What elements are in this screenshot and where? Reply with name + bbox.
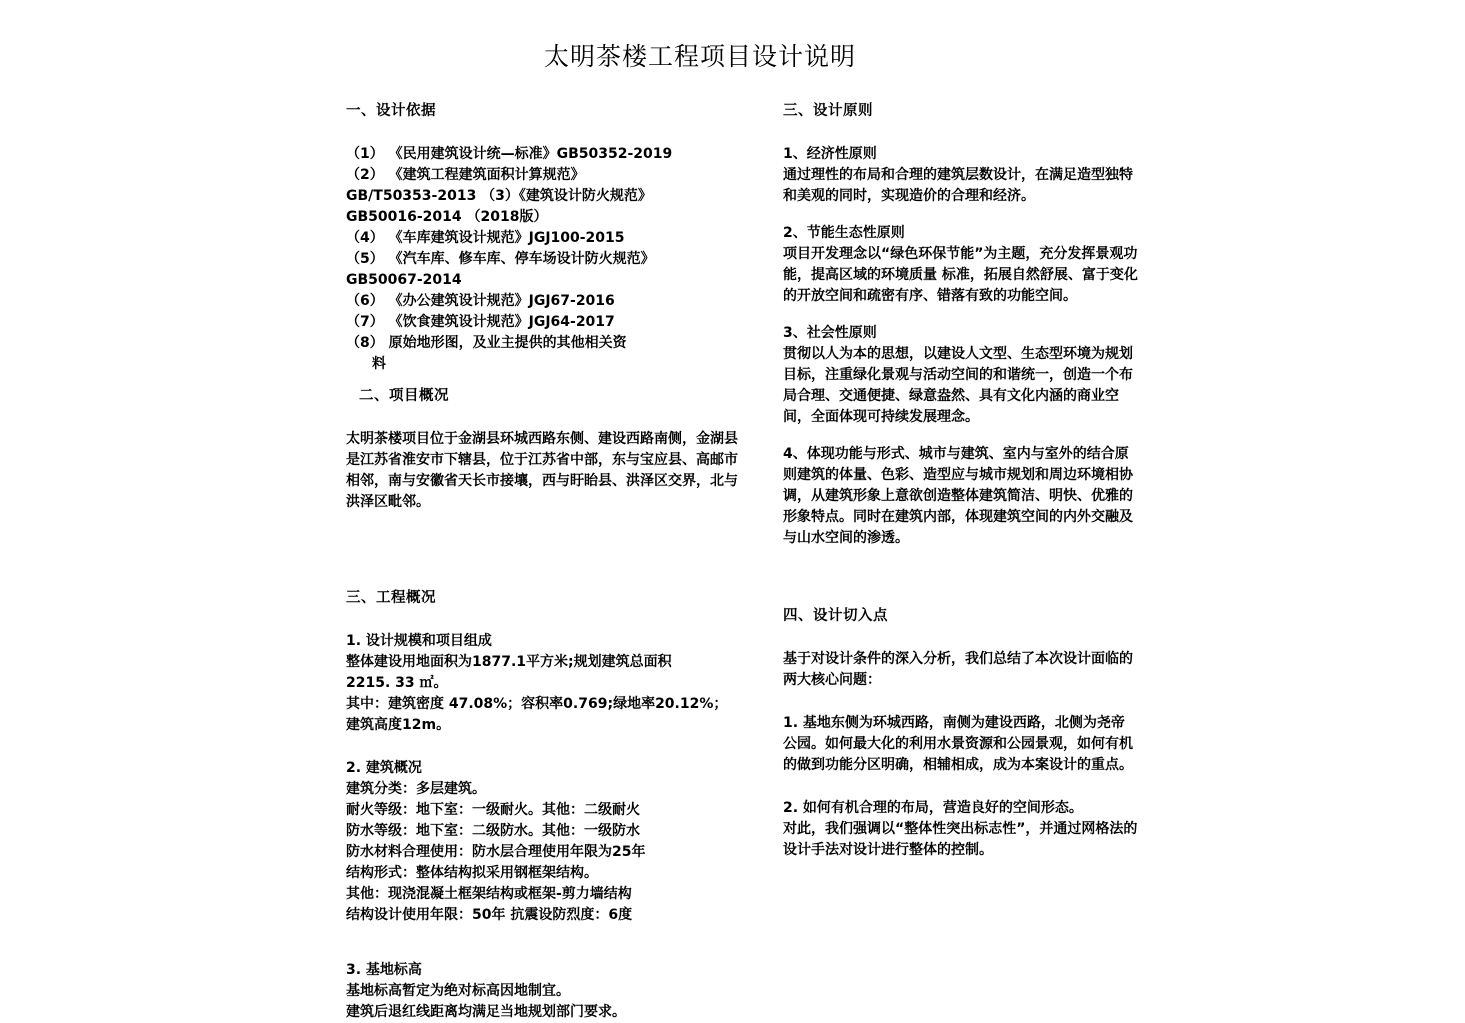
left-column: [346, 100, 746, 1023]
principle-body-form-function: 4、体现功能与形式、城市与建筑、室内与室外的结合原则建筑的体量、色彩、造型应与城市规划和周边环境相协调，从建筑形象上意欲创造整体建筑简洁、明快、优雅的形象特点。同时在建筑内部，体现建筑空间的内外交融及与山水空间的渗透。: [783, 446, 1133, 546]
spacer: [346, 926, 746, 960]
spacer: [346, 609, 746, 631]
site-elevation-line: 基地标高暂定为绝对标高因地制宜。: [346, 983, 570, 999]
section-heading-design-entry-point: 四、设计切入点: [783, 608, 888, 624]
list-item: （6） 《办公建筑设计规范》JGJ67-2016: [346, 293, 615, 309]
list-item: （7） 《饮食建筑设计规范》JGJ64-2017: [346, 314, 615, 330]
spacer: [783, 776, 1138, 798]
design-scale-line: 建筑高度12m。: [346, 717, 451, 733]
list-item: （1） 《民用建筑设计统—标准》GB50352-2019: [346, 146, 673, 162]
design-entry-intro: 基于对设计条件的深入分析，我们总结了本次设计面临的两大核心问题：: [783, 651, 1133, 688]
section-heading-engineering-overview: 三、工程概况: [346, 590, 436, 606]
building-overview-line: 其他：现浇混凝土框架结构或框架-剪力墙结构: [346, 886, 632, 902]
list-item: （4） 《车库建筑设计规范》JGJ100-2015: [346, 230, 625, 246]
principle-body-energy-ecology: 项目开发理念以“绿色环保节能”为主题，充分发挥景观功能，提高区域的环境质量 标准，拓展自然舒展、富于变化的开放空间和疏密有序、错落有致的功能空间。: [783, 246, 1138, 304]
principle-title-economy: 1、经济性原则: [783, 146, 877, 162]
list-item: GB50067-2014: [346, 272, 462, 288]
building-overview-line: 结构形式：整体结构拟采用钢框架结构。: [346, 865, 598, 881]
principle-title-social: 3、社会性原则: [783, 325, 877, 341]
subsection-title-design-scale: 1. 设计规模和项目组成: [346, 633, 492, 649]
spacer: [346, 122, 746, 144]
spacer: [783, 627, 1138, 649]
design-scale-line: 其中：建筑密度 47.08%；容积率0.769;绿地率20.12%；: [346, 696, 728, 712]
spacer: [783, 691, 1138, 713]
principle-body-economy: 通过理性的布局和合理的建筑层数设计，在满足造型独特和美观的同时，实现造价的合理和经济。: [783, 167, 1133, 204]
list-item-continuation: 料: [372, 356, 386, 372]
section-heading-design-basis: 一、设计依据: [346, 103, 436, 119]
spacer: [783, 122, 1138, 144]
spacer: [783, 428, 1138, 444]
list-item: GB50016-2014 （2018版）: [346, 209, 548, 225]
site-elevation-line: 建筑后退红线距离均满足当地规划部门要求。: [346, 1004, 626, 1020]
section-heading-design-principles: 三、设计原则: [783, 103, 873, 119]
building-overview-line: 建筑分类：多层建筑。: [346, 781, 486, 797]
principle-body-social: 贯彻以人为本的思想，以建设人文型、生态型环境为规划目标，注重绿化景观与活动空间的和谐统一，创造一个布局合理、交通便捷、绿意盎然、具有文化内涵的商业空间，全面体现可持续发展理念。: [783, 346, 1133, 425]
principle-title-energy-ecology: 2、节能生态性原则: [783, 225, 905, 241]
spacer: [346, 513, 746, 587]
building-overview-line: 防水等级：地下室：二级防水。其他：一级防水: [346, 823, 640, 839]
design-entry-point-2-line2: 对此，我们强调以“整体性突出标志性”，并通过网格法的设计手法对设计进行整体的控制。: [783, 821, 1138, 858]
building-overview-line: 耐火等级：地下室：一级耐火。其他：二级耐火: [346, 802, 640, 818]
building-overview-line: 防水材料合理使用：防水层合理使用年限为25年: [346, 844, 646, 860]
project-overview-body: 太明茶楼项目位于金湖县环城西路东侧、建设西路南侧，金湖县是江苏省淮安市下辖县，位于江苏省中部，东与宝应县、高邮市相邻，南与安徽省天长市接壤，西与盱眙县、洪泽区交界，北与洪泽区毗邻。: [346, 431, 738, 510]
spacer: [346, 375, 746, 385]
subsection-title-building-overview: 2. 建筑概况: [346, 760, 422, 776]
section-heading-project-overview: 二、项目概况: [359, 388, 449, 404]
spacer: [346, 736, 746, 758]
design-scale-line: 2215. 33 ㎡。: [346, 675, 448, 691]
list-item: GB/T50353-2013 （3）《建筑设计防火规范》: [346, 188, 652, 204]
page-title: 太明茶楼工程项目设计说明: [543, 42, 856, 71]
design-entry-point-1: 1. 基地东侧为环城西路，南侧为建设西路，北侧为尧帝公园。如何最大化的利用水景资源和公园景观，如何有机的做到功能分区明确，相辅相成，成为本案设计的重点。: [783, 715, 1133, 773]
spacer: [783, 307, 1138, 323]
design-scale-line: 整体建设用地面积为1877.1平方米;规划建筑总面积: [346, 654, 672, 670]
list-item: （2） 《建筑工程建筑面积计算规范》: [346, 167, 585, 183]
building-overview-line: 结构设计使用年限：50年 抗震设防烈度：6度: [346, 907, 633, 923]
design-entry-point-2-line1: 2. 如何有机合理的布局，营造良好的空间形态。: [783, 800, 1083, 816]
right-column: [783, 100, 1138, 861]
spacer: [783, 207, 1138, 223]
subsection-title-site-elevation: 3. 基地标高: [346, 962, 422, 978]
design-basis-list: [346, 144, 746, 375]
spacer: [783, 549, 1138, 605]
spacer: [346, 407, 746, 429]
list-item: （8） 原始地形图，及业主提供的其他相关资: [346, 335, 627, 351]
list-item: （5） 《汽车库、修车库、停车场设计防火规范》: [346, 251, 655, 267]
